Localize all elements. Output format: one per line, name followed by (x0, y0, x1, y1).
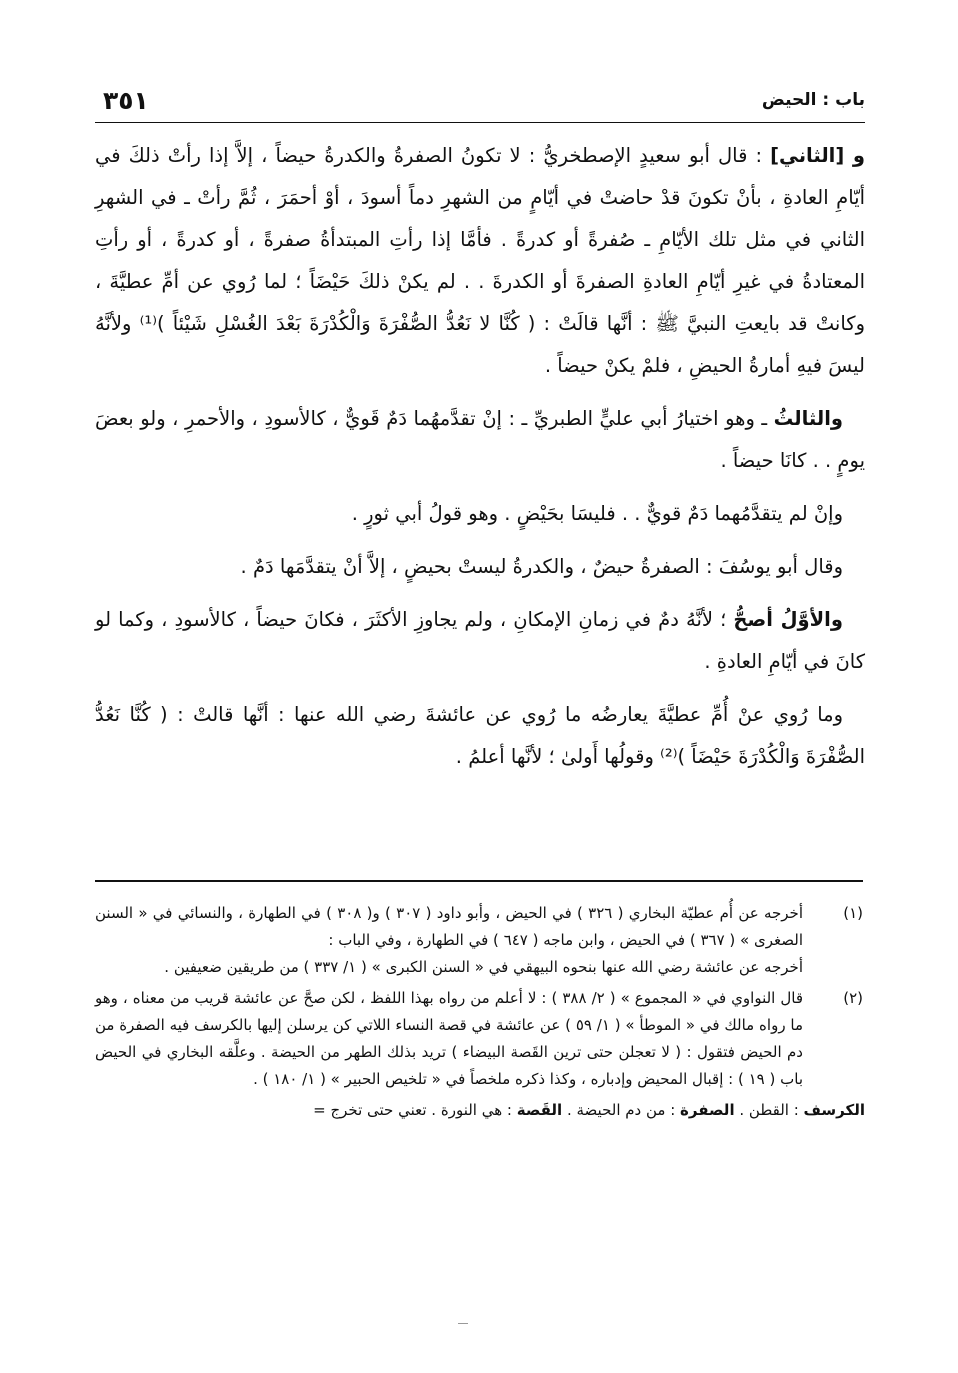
footnote-number: (١) (843, 904, 863, 922)
footnote-line: أخرجه عن أُم عطيّة البخاري ( ٣٢٦ ) في الحيض ، وأبو داود ( ٣٠٧ ) و( ٣٠٨ ) في الطهارة ، والنسائي في « السنن الصغرى » ( ٣٦٧ ) في الحيض ، وابن ماجه ( ٦٤٧ ) في الطهارة ، وفي الباب : (95, 904, 803, 949)
paragraph-lead: و [الثاني] (770, 144, 865, 167)
gloss-definition: : القطن . (734, 1101, 804, 1119)
paragraph-lead: والأوَّلُ أصحُّ (733, 608, 843, 631)
main-text (95, 135, 865, 789)
paragraph-body: وإنْ لم يتقدَّمُهما دَمٌ قويٌّ . . فليسَا بحَيْضٍ . وهو قولُ أبي ثورٍ . (351, 502, 843, 525)
gloss-definition: : هي النورة . تعني حتى تخرج = (313, 1101, 517, 1119)
gloss-term: الكرسف (803, 1101, 865, 1119)
paragraph-abu-yusuf (95, 546, 865, 588)
paragraph-body: ـ وهو اختيارُ أبي عليٍّ الطبريِّ ـ : إنْ تقدَّمهُما دَمٌ قَويٌّ ، كالأسودِ ، والأحمرِ ، ولو بعضَ يومٍ . . كانَا حيضاً . (95, 407, 865, 472)
paragraph-aisha-report (95, 694, 865, 778)
paragraph-preferred-view (95, 599, 865, 683)
gloss-definition: : من دم الحيضة . (562, 1101, 681, 1119)
paragraph-body: ؛ لأنَّهُ دمٌ في زمانِ الإمكانِ ، ولم يجاوزِ الأكثَرَ ، فكانَ حيضاً ، كالأسودِ ، وكما لو كانَ في أيّامِ العادةِ . (95, 608, 865, 673)
footnote-line: قال النواوي في « المجموع » ( ٢/ ٣٨٨ ) : لا أعلم من رواه بهذا اللفظ ، لكن صحَّ عن عائشة قريب من معناه ، وهو ما رواه مالك في « الموطأ » ( ١/ ٥٩ ) عن عائشة في قصة النساء اللاتي كن يرسلن إليها بالكرسف فيه الصفرة من دم الحيض فتقول : ( لا تعجلن حتى ترين القَصة البيضاء ) تريد بذلك الطهر من الحيضة . وعلَّقه البخاري في الحيض باب ( ١٩ ) : إقبال المحيض وإدباره ، وكذا ذكره ملخصاً في « تلخيص الحبير » ( ١/ ١٨٠ ) . (95, 989, 803, 1088)
footnote-separator (95, 880, 863, 882)
paragraph-body: وقال أبو يوسُفَ : الصفرةُ حيضٌ ، والكدرةُ ليستْ بحيضٍ ، إلاَّ أنْ يتقدَّمَها دَمٌ . (240, 555, 843, 578)
page-number: ٣٥١ (103, 86, 149, 115)
glossary-note (95, 1097, 865, 1124)
paragraph-abu-thawr (95, 493, 865, 535)
running-header (95, 84, 865, 123)
footnote-1 (95, 900, 865, 981)
paragraph-second-view (95, 135, 865, 387)
scan-mark (458, 1323, 468, 1324)
paragraph-third-view (95, 398, 865, 482)
footnotes (95, 900, 865, 1128)
footnote-number: (٢) (843, 989, 863, 1007)
gloss-term: الصفرة (680, 1101, 735, 1119)
paragraph-body: : قال أبو سعيدٍ الإصطخريُّ : لا تكونُ الصفرةُ والكدرةُ حيضاً ، إلاَّ إذا رأتْ ذلكَ في أيّامِ العادةِ ، بأنْ تكونَ قدْ حاضتْ في أيّامٍ من الشهرِ دماً أسودَ ، أوْ أحمَرَ ، ثُمَّ رأتْ ـ في الشهرِ الثاني في مثل تلك الأيّامِ ـ صُفرةً أو كدرةً . فأمَّا إذا رأتِ المبتدأةُ صفرةً ، أو كدرةً ، أو رأتِ المعتادةُ في غيرِ أيّامِ العادةِ الصفرةَ أو الكدرةَ . . لم يكنْ ذلكَ حَيْضَاً ؛ لما رُوي عن أمِّ عطيَّةَ ، وكانتْ قد بايعتِ النبيَّ ﷺ : أنَّها قالَتْ : ( كُنَّا لا نَعُدُّ الصُّفْرَةَ وَالْكُدْرَةَ بَعْدَ الغُسْلِ شَيْئاً )⁽¹⁾ ولأنَّهُ ليسَ فيهِ أمارةُ الحيضِ ، فلمْ يكنْ حيضاً . (95, 144, 865, 377)
footnote-line: أخرجه عن عائشة رضي الله عنها بنحوه البيهقي في « السنن الكبرى » ( ١/ ٣٣٧ ) من طريقين ضعيفين . (164, 958, 803, 976)
chapter-title: باب : الحيض (761, 90, 865, 110)
gloss-term: القَصة (516, 1101, 563, 1119)
paragraph-body: وما رُوي عنْ أُمِّ عطيَّةَ يعارضُه ما رُوي عن عائشةَ رضي الله عنها : أنَّها قالتْ : ( كُنَّا نَعُدُّ الصُّفْرَةَ وَالْكُدْرَةَ حَيْضَاً )⁽²⁾ وقولُها أَولىٰ ؛ لأنَّها أعلمُ . (95, 703, 865, 768)
paragraph-lead: والثالثُ (773, 407, 843, 430)
footnote-2 (95, 985, 865, 1093)
